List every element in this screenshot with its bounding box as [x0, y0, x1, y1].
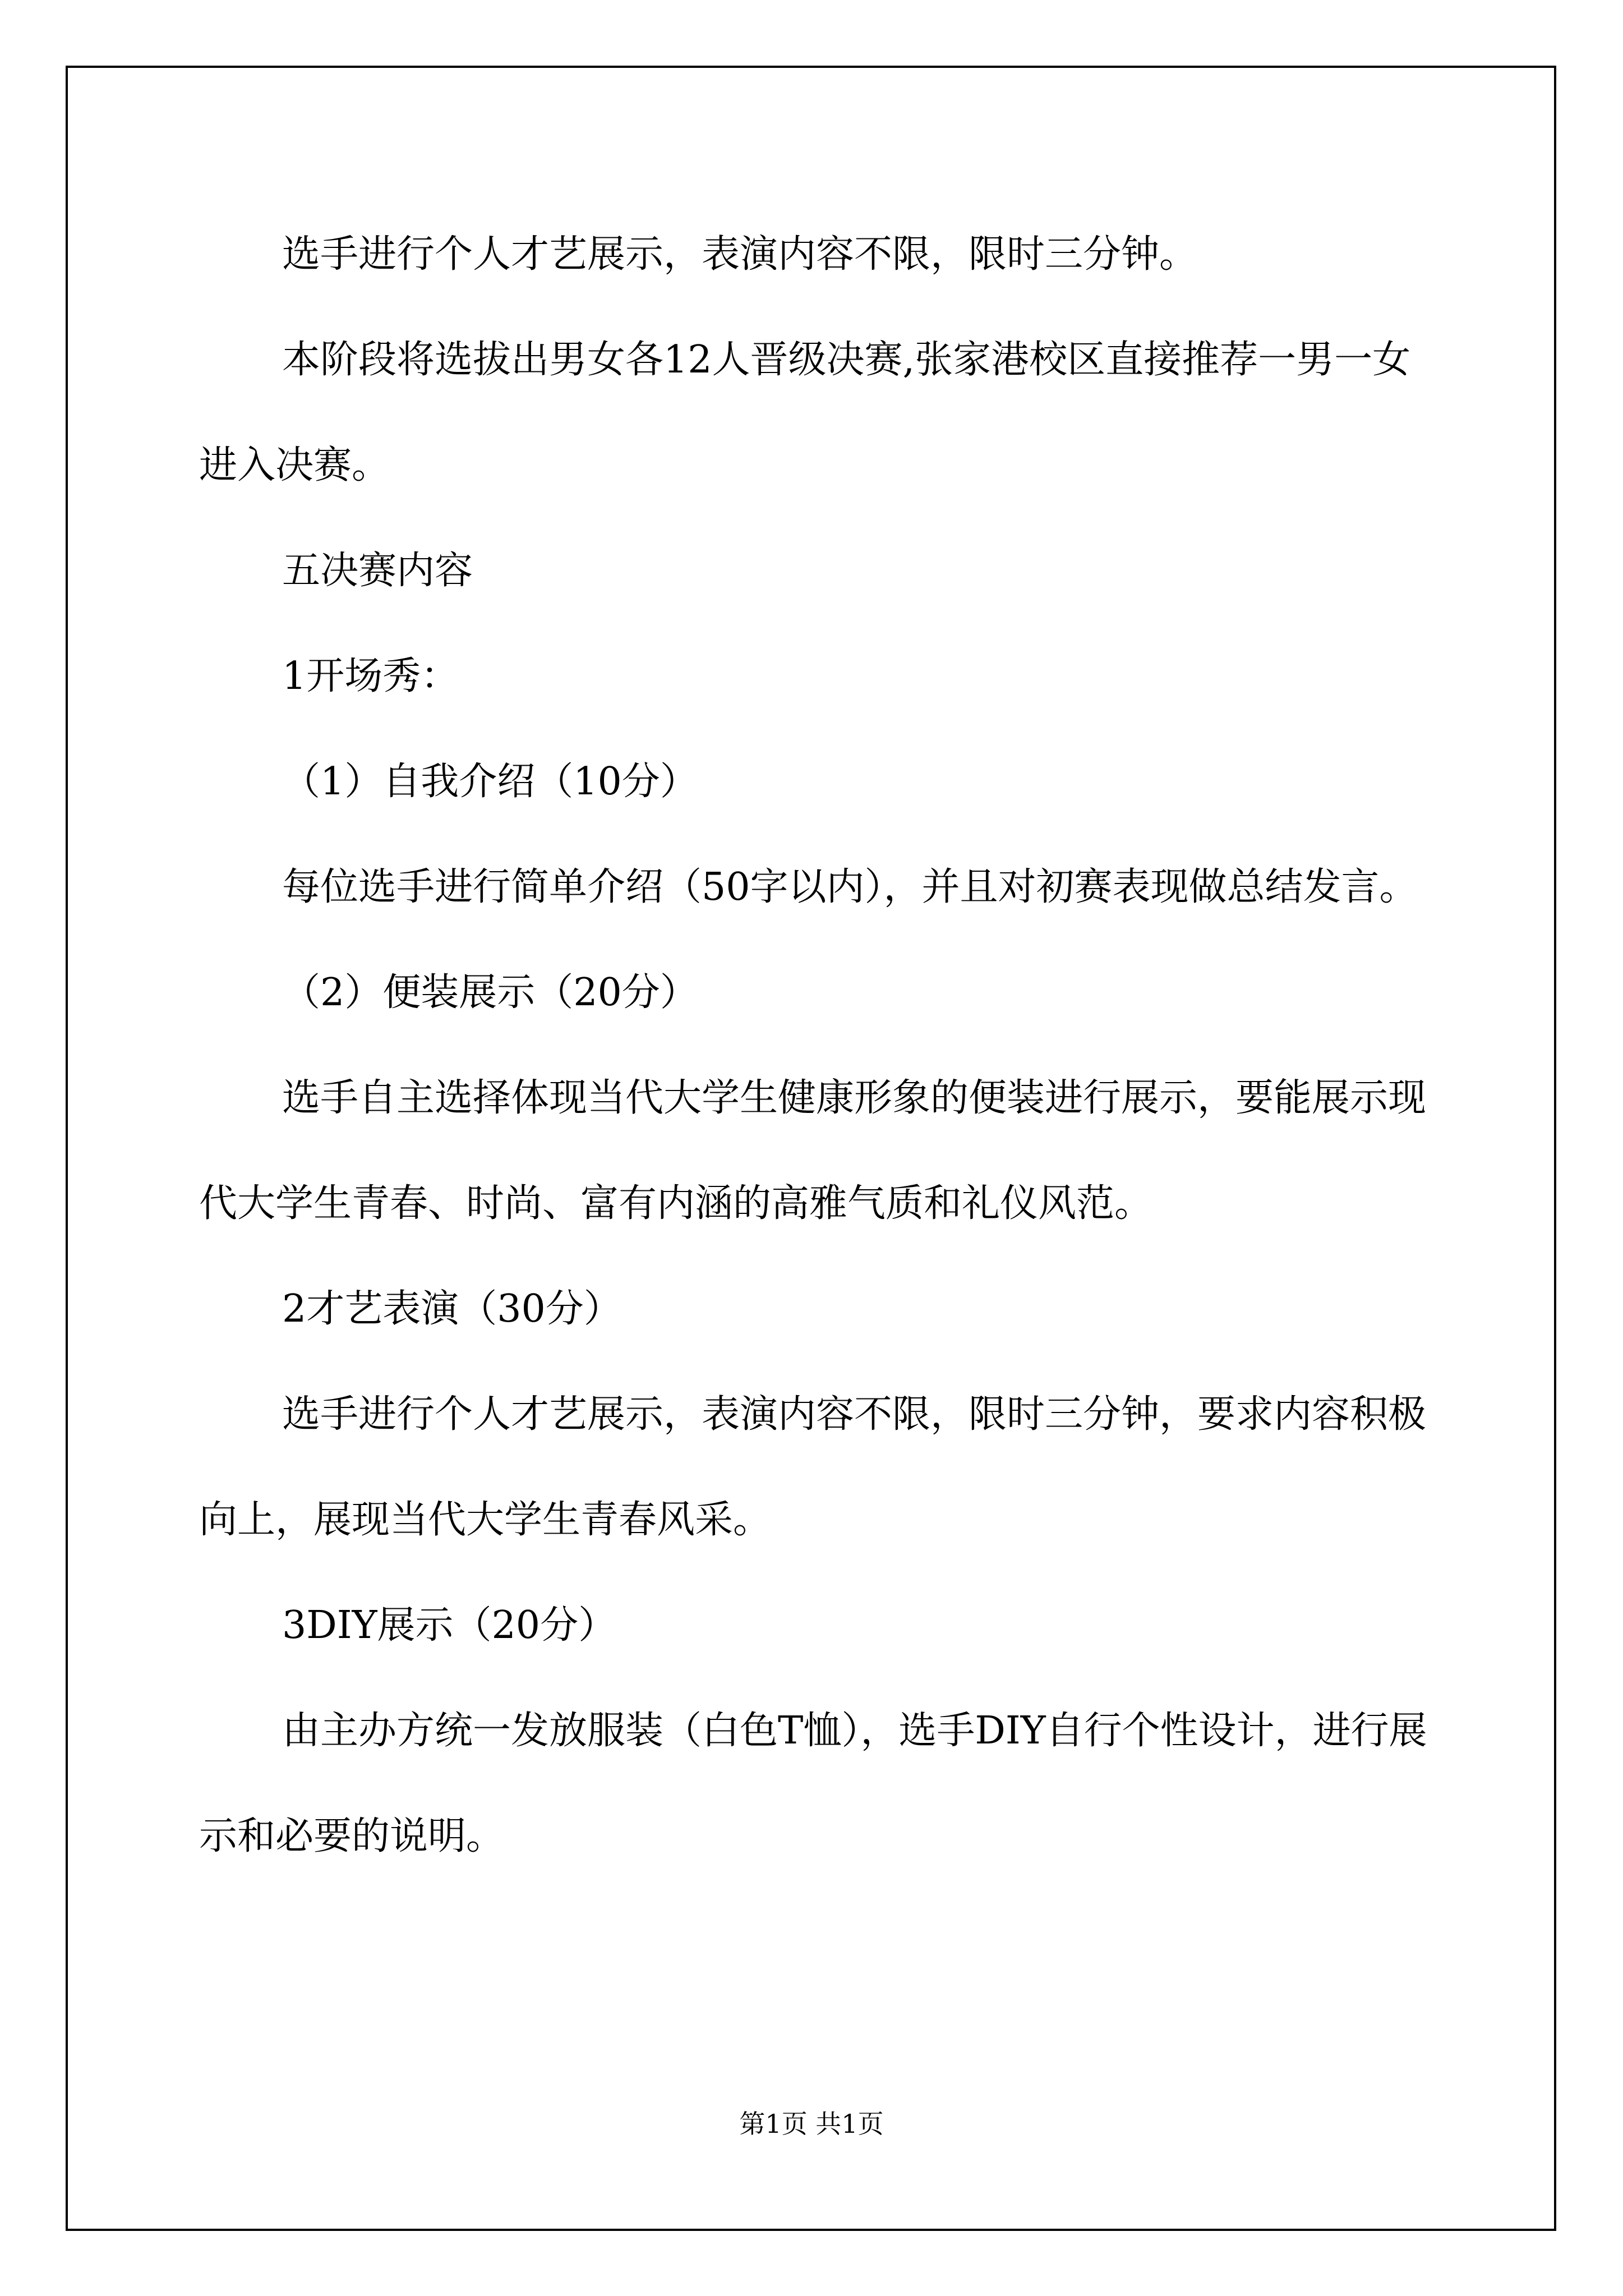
section-heading: 五决赛内容	[282, 549, 473, 593]
subsection-heading: 3DIY展示（20分）	[282, 1603, 617, 1648]
paragraph: 选手进行个人才艺展示，表演内容不限，限时三分钟，要求内容积极向上，展现当代大学生青春风采。	[199, 1392, 1427, 1542]
page-footer: 第1页 共1页	[739, 2109, 884, 2139]
item-heading: （2）便装展示（20分）	[282, 970, 698, 1015]
subsection-heading: 1开场秀：	[282, 654, 459, 698]
paragraph: 本阶段将选拔出男女各12人晋级决赛,张家港校区直接推荐一男一女进入决赛。	[199, 338, 1411, 487]
paragraph: 由主办方统一发放服装（白色T恤），选手DIY自行个性设计，进行展示和必要的说明。	[199, 1709, 1427, 1858]
subsection-heading: 2才艺表演（30分）	[282, 1287, 622, 1331]
paragraph: 选手进行个人才艺展示，表演内容不限，限时三分钟。	[282, 232, 1198, 277]
paragraph: 选手自主选择体现当代大学生健康形象的便装进行展示，要能展示现代大学生青春、时尚、富有内涵的高雅气质和礼仪风范。	[199, 1076, 1427, 1226]
paragraph: 每位选手进行简单介绍（50字以内），并且对初赛表现做总结发言。	[282, 865, 1418, 909]
document-body	[199, 202, 1433, 1889]
item-heading: （1）自我介绍（10分）	[282, 760, 698, 804]
